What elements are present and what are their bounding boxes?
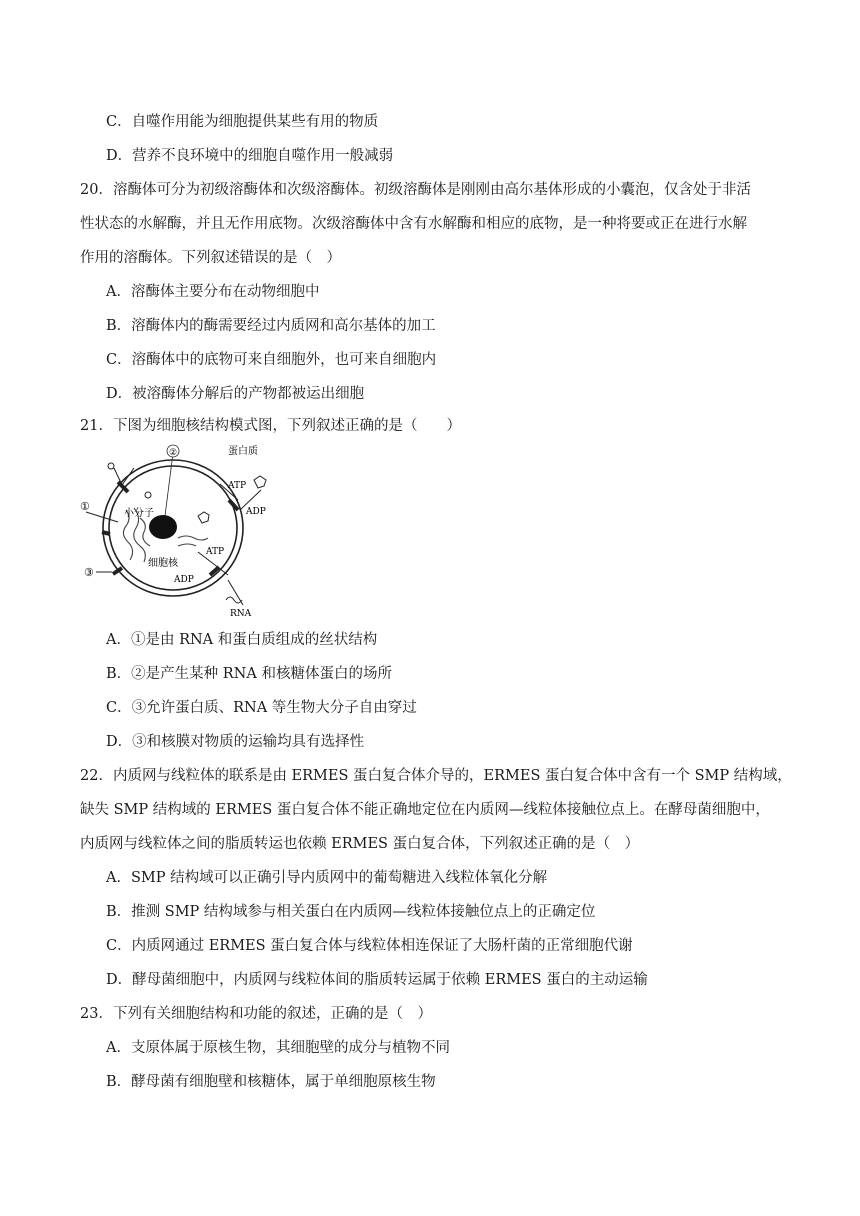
q21-option-c: C．③允许蛋白质、RNA 等生物大分子自由穿过 <box>106 700 417 716</box>
q21-option-d: D．③和核膜对物质的运输均具有选择性 <box>106 734 365 750</box>
q22-stem-line-3: 内质网与线粒体之间的脂质转运也依赖 ERMES 蛋白复合体，下列叙述正确的是（ ） <box>80 836 640 852</box>
label-protein: 蛋白质 <box>228 446 258 457</box>
nucleus-structure-figure <box>78 440 288 622</box>
q20-stem-line-3: 作用的溶酶体。下列叙述错误的是（ ） <box>80 250 341 266</box>
q20-stem-line-2: 性状态的水解酶，并且无作用底物。次级溶酶体中含有水解酶和相应的底物，是一种将要或正在进行水解 <box>80 216 747 232</box>
label-rna: RNA <box>230 609 252 619</box>
label-adp-bottom: ADP <box>174 575 194 585</box>
label-atp-top: ATP <box>228 481 247 491</box>
q20-option-a: A．溶酶体主要分布在动物细胞中 <box>106 284 320 300</box>
label-2: ② <box>169 448 178 458</box>
q22-option-a: A．SMP 结构域可以正确引导内质网中的葡萄糖进入线粒体氧化分解 <box>106 870 548 886</box>
q21-option-b: B．②是产生某种 RNA 和核糖体蛋白的场所 <box>106 666 392 682</box>
q20-stem-line-1: 20．溶酶体可分为初级溶酶体和次级溶酶体。初级溶酶体是刚刚由高尔基体形成的小囊泡，仅含处于非活 <box>80 182 751 198</box>
nucleus-diagram <box>78 440 288 622</box>
q22-option-b: B．推测 SMP 结构域参与相关蛋白在内质网—线粒体接触位点上的正确定位 <box>106 904 596 920</box>
q22-stem-line-1: 22．内质网与线粒体的联系是由 ERMES 蛋白复合体介导的，ERMES 蛋白复合体中含有一个 SMP 结构域， <box>80 768 792 784</box>
q19-option-c: C．自噬作用能为细胞提供某些有用的物质 <box>106 114 379 130</box>
q23-option-a: A．支原体属于原核生物，其细胞壁的成分与植物不同 <box>106 1040 450 1056</box>
q20-option-b: B．溶酶体内的酶需要经过内质网和高尔基体的加工 <box>106 318 436 334</box>
q22-option-c: C．内质网通过 ERMES 蛋白复合体与线粒体相连保证了大肠杆菌的正常细胞代谢 <box>106 938 633 954</box>
q20-option-d: D．被溶酶体分解后的产物都被运出细胞 <box>106 386 365 402</box>
label-3: ③ <box>84 566 94 579</box>
q23-stem: 23．下列有关细胞结构和功能的叙述，正确的是（ ） <box>80 1006 432 1022</box>
q22-stem-line-2: 缺失 SMP 结构域的 ERMES 蛋白复合体不能正确地定位在内质网—线粒体接触位点上。在酵母菌细胞中， <box>80 802 770 818</box>
q22-option-d: D．酵母菌细胞中，内质网与线粒体间的脂质转运属于依赖 ERMES 蛋白的主动运输 <box>106 972 648 988</box>
label-atp-bottom: ATP <box>206 547 225 557</box>
q21-option-a: A．①是由 RNA 和蛋白质组成的丝状结构 <box>106 632 378 648</box>
q23-option-b: B．酵母菌有细胞壁和核糖体，属于单细胞原核生物 <box>106 1074 436 1090</box>
q21-stem: 21．下图为细胞核结构模式图，下列叙述正确的是（ ） <box>80 418 461 434</box>
q19-option-d: D．营养不良环境中的细胞自噬作用一般减弱 <box>106 148 394 164</box>
label-1: ① <box>80 500 90 513</box>
label-nucleus: 细胞核 <box>148 558 178 569</box>
label-small-molecule: 小分子 <box>124 508 154 519</box>
q20-option-c: C．溶酶体中的底物可来自细胞外，也可来自细胞内 <box>106 352 437 368</box>
label-adp-top: ADP <box>246 507 266 517</box>
